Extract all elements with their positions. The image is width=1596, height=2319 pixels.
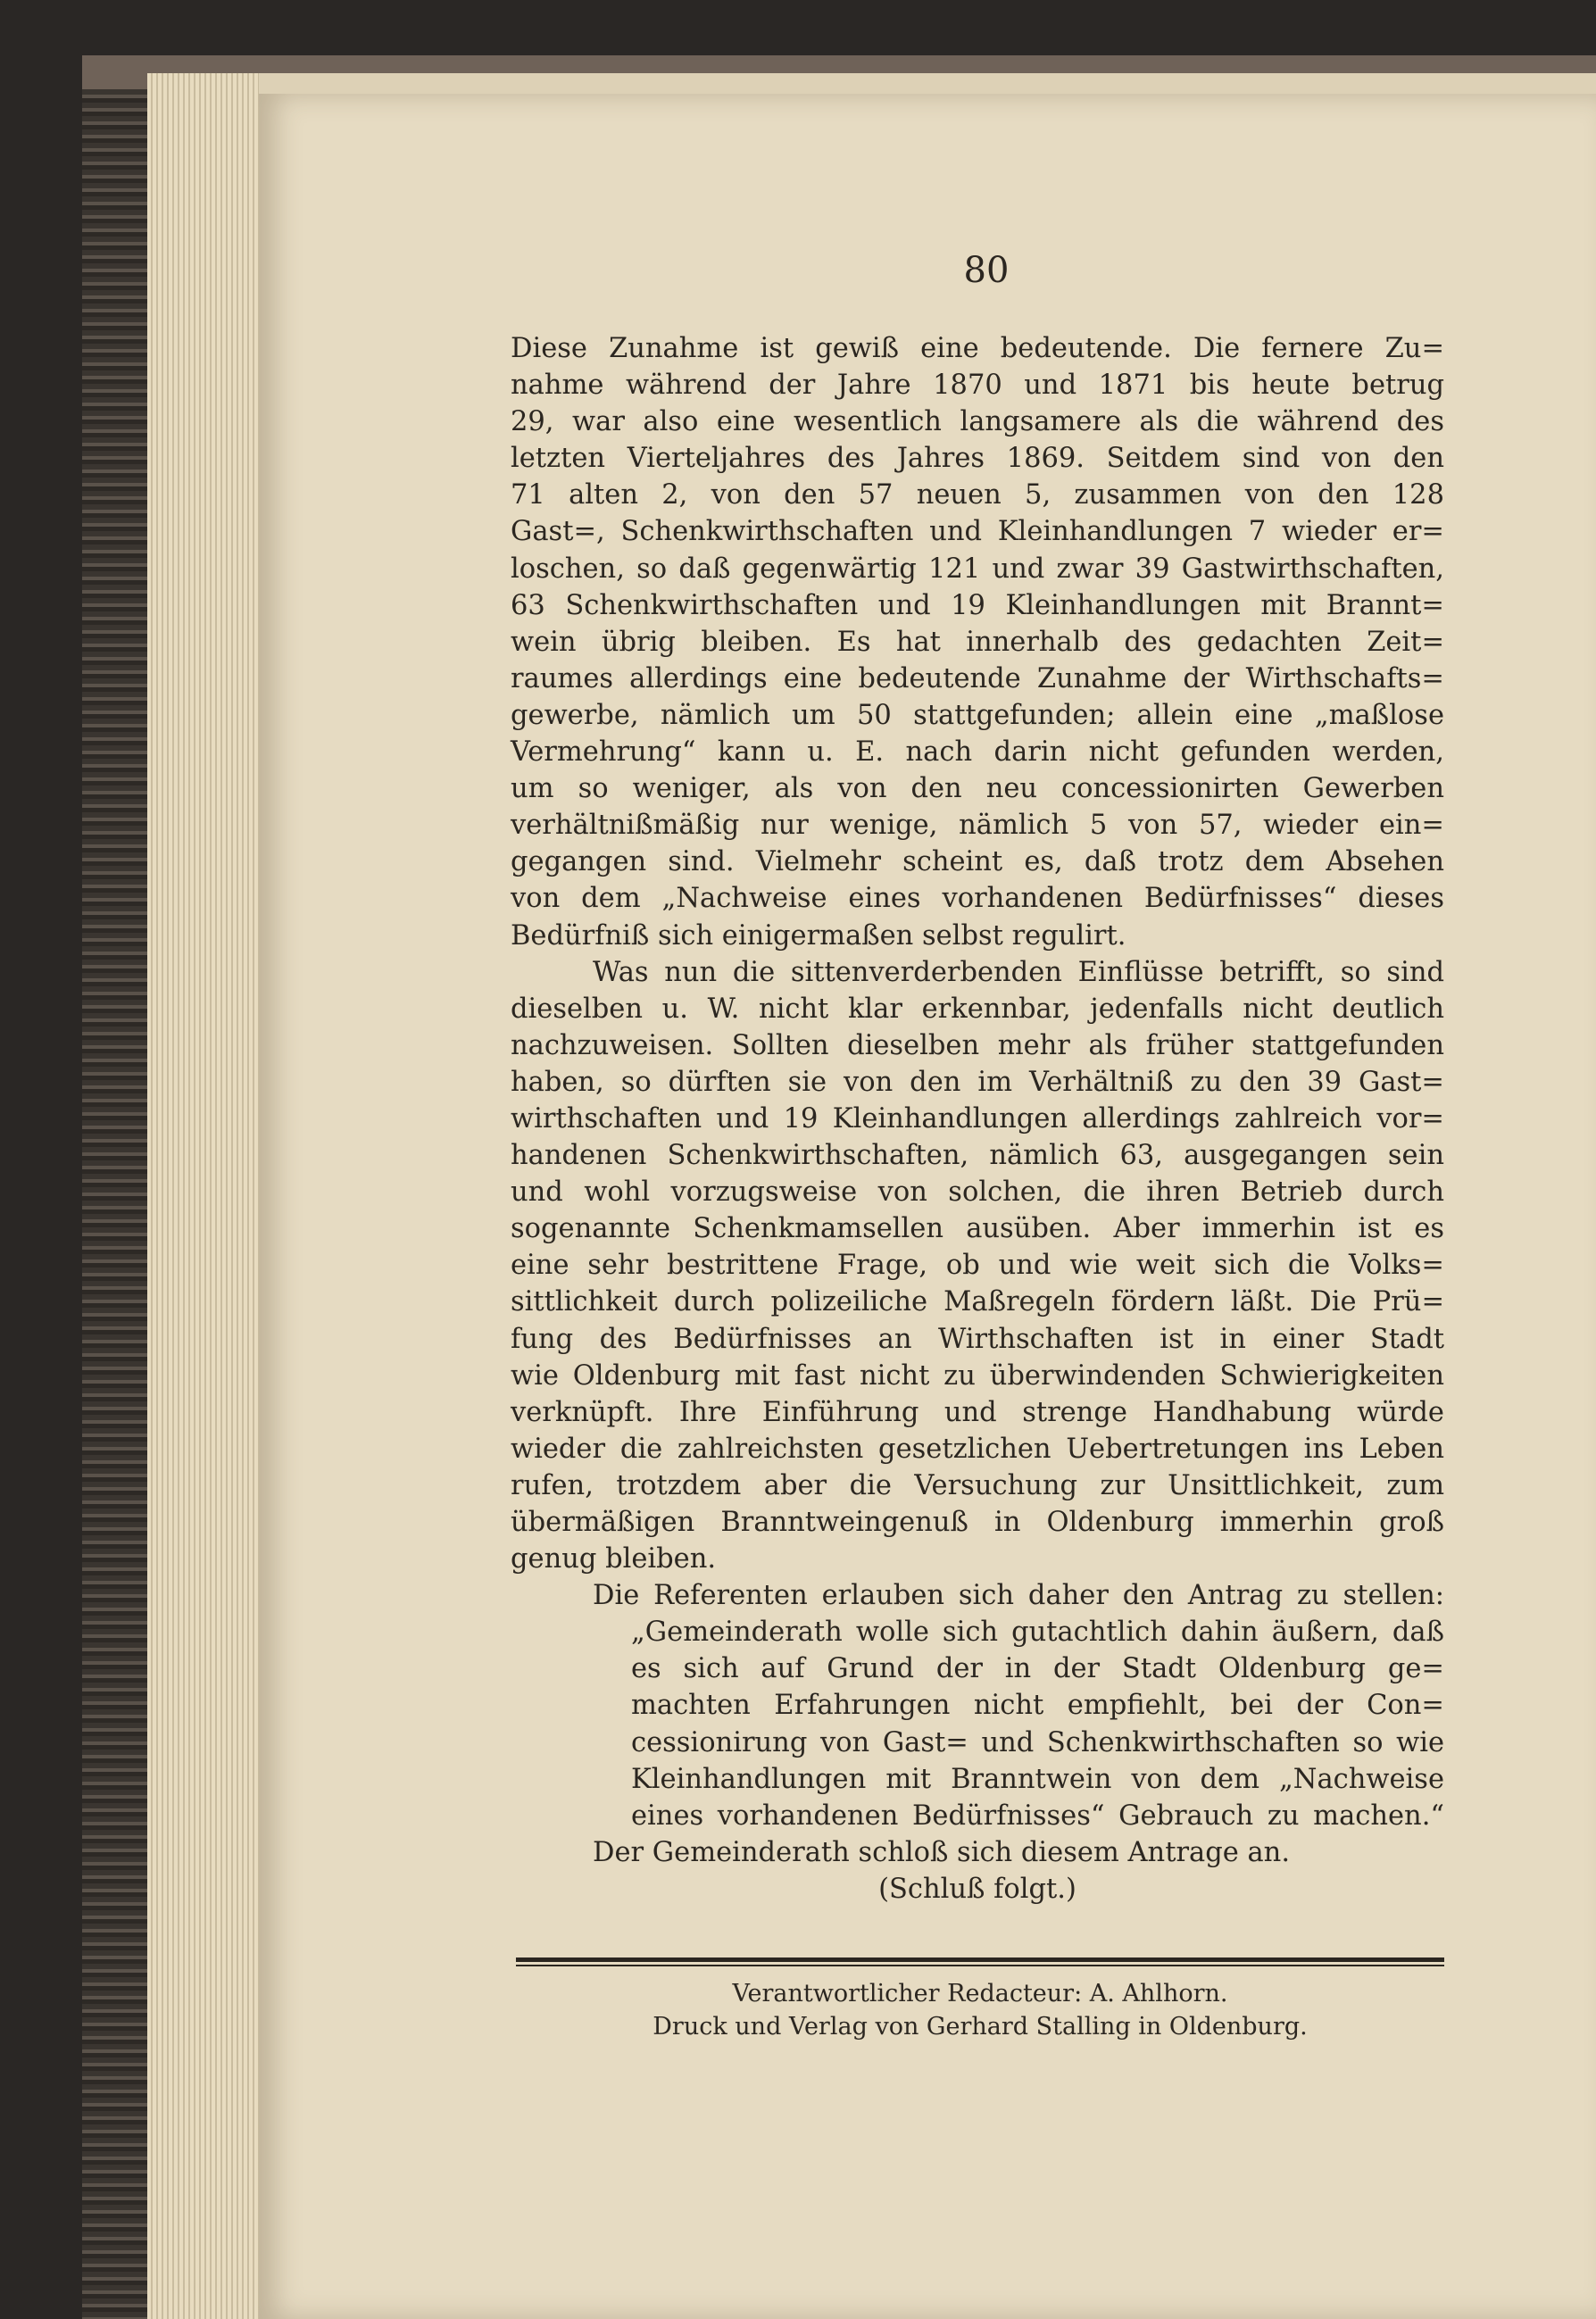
text-line: und wohl vorzugsweise von solchen, die ihren Betrieb durch xyxy=(511,1176,1444,1209)
text-line: übermäßigen Branntweingenuß in Oldenburg immerhin groß xyxy=(511,1507,1444,1538)
text-line: sogenannte Schenkmamsellen ausüben. Aber immerhin ist es xyxy=(511,1213,1444,1245)
text-line: 29, war also eine wesentlich langsamere als die während des xyxy=(511,406,1444,438)
text-line: machten Erfahrungen nicht empfiehlt, bei der Con= xyxy=(631,1690,1444,1722)
text-line: gewerbe, nämlich um 50 stattgefunden; allein eine „maßlose xyxy=(511,699,1444,731)
text-line: letzten Vierteljahres des Jahres 1869. Seitdem sind von den xyxy=(511,443,1444,475)
text-line: haben, so dürften sie von den im Verhältniß zu den 39 Gast= xyxy=(511,1066,1444,1098)
text-line: „Gemeinderath wolle sich gutachtlich dahin äußern, daß xyxy=(631,1617,1444,1649)
text-line: wein übrig bleiben. Es hat innerhalb des gedachten Zeit= xyxy=(511,626,1444,658)
text-line: cessionirung von Gast= und Schenkwirthschaften so wie xyxy=(631,1726,1444,1758)
text-line: Diese Zunahme ist gewiß eine bedeutende. Die fernere Zu= xyxy=(511,333,1444,364)
text-line: Vermehrung“ kann u. E. nach darin nicht gefunden werden, xyxy=(511,736,1444,769)
divider-rule-thin xyxy=(516,1965,1444,1966)
text-line: nahme während der Jahre 1870 und 1871 bis heute betrug xyxy=(511,370,1444,402)
text-line: handenen Schenkwirthschaften, nämlich 63, ausgegangen sein xyxy=(511,1140,1444,1172)
closing-note xyxy=(511,1871,1444,1908)
text-line: gegangen sind. Vielmehr scheint es, daß trotz dem Absehen xyxy=(511,846,1444,878)
text-line: eines vorhandenen Bedürfnisses“ Gebrauch zu machen.“ xyxy=(631,1800,1444,1832)
text-line: 71 alten 2, von den 57 neuen 5, zusammen von den 128 xyxy=(511,479,1444,511)
text-line: Kleinhandlungen mit Branntwein von dem „Nachweise xyxy=(631,1763,1444,1795)
text-line: Der Gemeinderath schloß sich diesem Antrage an. xyxy=(593,1836,1291,1868)
text-line: von dem „Nachweise eines vorhandenen Bedürfnisses“ dieses xyxy=(511,883,1444,915)
divider-rule xyxy=(516,1957,1444,1962)
text-line: rufen, trotzdem aber die Versuchung zur Unsittlichkeit, zum xyxy=(511,1469,1444,1501)
text-line: wie Oldenburg mit fast nicht zu überwindenden Schwierigkeiten xyxy=(511,1359,1444,1392)
text-line: verhältnißmäßig nur wenige, nämlich 5 von 57, wieder ein= xyxy=(511,810,1444,842)
text-line: sittlichkeit durch polizeiliche Maßregeln fördern läßt. Die Prü= xyxy=(511,1286,1444,1318)
paragraph-1 xyxy=(511,330,1444,954)
text-line: genug bleiben. xyxy=(511,1543,717,1575)
page-edges xyxy=(147,73,259,2319)
text-line: Bedürfniß sich einigermaßen selbst regulirt. xyxy=(511,919,1126,952)
text-line: eine sehr bestrittene Frage, ob und wie weit sich die Volks= xyxy=(511,1250,1444,1282)
imprint-editor: Verantwortlicher Redacteur: A. Ahlhorn. xyxy=(732,1980,1228,2007)
text-line: wirthschaften und 19 Kleinhandlungen allerdings zahlreich vor= xyxy=(511,1102,1444,1135)
imprint-publisher: Druck und Verlag von Gerhard Stalling in Oldenburg. xyxy=(653,2013,1308,2041)
text-line: Gast=, Schenkwirthschaften und Kleinhandlungen 7 wieder er= xyxy=(511,516,1444,548)
page-number: 80 xyxy=(963,250,1010,291)
text-line: raumes allerdings eine bedeutende Zunahme der Wirthschafts= xyxy=(511,662,1444,694)
text-line: Was nun die sittenverderbenden Einflüsse betrifft, so sind xyxy=(593,956,1444,988)
text-line: Die Referenten erlauben sich daher den Antrag zu stellen: xyxy=(593,1580,1444,1612)
motion-quote xyxy=(511,1614,1444,1834)
text-line: um so weniger, als von den neu concessionirten Gewerben xyxy=(511,773,1444,805)
text-line: es sich auf Grund der in der Stadt Oldenburg ge= xyxy=(631,1653,1444,1685)
paragraph-3 xyxy=(511,1577,1444,1614)
text-line: dieselben u. W. nicht klar erkennbar, jedenfalls nicht deutlich xyxy=(511,993,1444,1025)
paragraph-4 xyxy=(511,1834,1444,1871)
text-line: 63 Schenkwirthschaften und 19 Kleinhandlungen mit Brannt= xyxy=(511,589,1444,621)
page-body xyxy=(511,330,1444,1908)
text-line: fung des Bedürfnisses an Wirthschaften ist in einer Stadt xyxy=(511,1323,1444,1355)
text-line: wieder die zahlreichsten gesetzlichen Uebertretungen ins Leben xyxy=(511,1433,1444,1465)
text-line: loschen, so daß gegenwärtig 121 und zwar 39 Gastwirthschaften, xyxy=(511,553,1444,585)
text-line: nachzuweisen. Sollten dieselben mehr als früher stattgefunden xyxy=(511,1029,1444,1061)
text-line: verknüpft. Ihre Einführung und strenge Handhabung würde xyxy=(511,1396,1444,1428)
paragraph-2 xyxy=(511,954,1444,1578)
to-be-continued: (Schluß folgt.) xyxy=(878,1873,1076,1905)
